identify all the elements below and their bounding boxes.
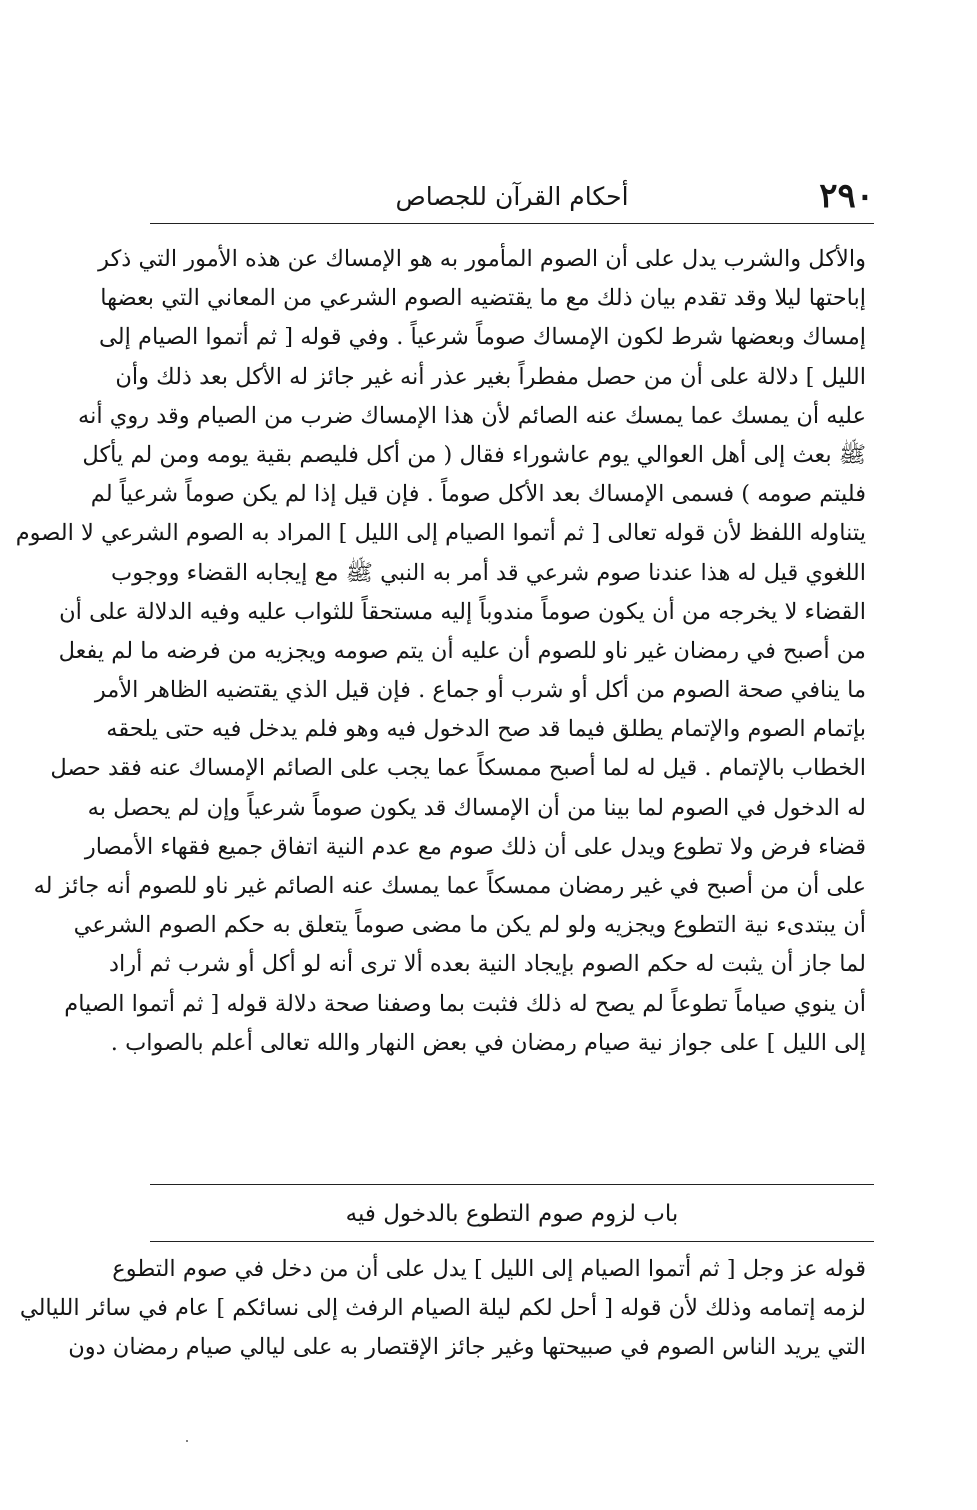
text-line: ما ينافي صحة الصوم من أكل أو شرب أو جماع . فإن قيل الذي يقتضيه الظاهر الأمر	[94, 677, 866, 704]
page-number: ٢٩٠	[819, 176, 874, 216]
text-line: لما جاز أن يثبت له حكم الصوم بإيجاد النية بعده ألا ترى أنه لو أكل أو شرب ثم أراد	[108, 951, 866, 978]
text-line: الخطاب بالإتمام . قيل له لما أصبح ممسكاً عما يجب على الصائم الإمساك عنه فقد حصل	[50, 755, 866, 782]
header-rule	[150, 223, 874, 224]
text-line: إباحتها ليلا وقد تقدم بيان ذلك مع ما يقتضيه الصوم الشرعي من المعاني التي بعضها	[100, 285, 866, 312]
text-line: له الدخول في الصوم لما بينا من أن الإمساك قد يكون صوماً شرعياً وإن لم يحصل به	[87, 794, 866, 821]
text-line: من أصبح في رمضان غير ناو للصوم أن عليه أن يتم صومه ويجزيه من فرضه ما لم يفعل	[58, 637, 866, 664]
text-line: الليل ] دلالة على أن من حصل مفطراً بغير عذر أنه غير جائز له الأكل بعد ذلك وأن	[115, 363, 866, 390]
text-line: يتناوله اللفظ لأن قوله تعالى [ ثم أتموا الصيام إلى الليل ] المراد به الصوم الشرعي لا الصوم	[15, 520, 866, 547]
text-line: أن يبتدىء نية التطوع ويجزيه ولو لم يكن ما مضى صوماً يتعلق به حكم الصوم الشرعي	[73, 912, 866, 939]
text-line: عليه أن يمسك عما يمسك عنه الصائم لأن هذا الإمساك ضرب من الصيام وقد روي أنه	[78, 402, 866, 429]
text-line: قضاء فرض ولا تطوع ويدل على أن ذلك صوم مع عدم النية اتفاق جميع فقهاء الأمصار	[84, 833, 866, 860]
running-title: أحكام القرآن للجصاص	[395, 182, 629, 211]
section-line: لزمه إتمامه وذلك لأن قوله [ أحل لكم ليلة الصيام الرفث إلى نسائكم ] عام في سائر الليالي	[19, 1295, 866, 1321]
text-line: ﷺ بعث إلى أهل العوالي يوم عاشوراء فقال ( من أكل فليصم بقية يومه ومن لم يأكل	[82, 441, 866, 468]
page-header	[150, 172, 874, 220]
text-line: القضاء لا يخرجه من أن يكون صوماً مندوباً إليه مستحقاً للثواب عليه وفيه الدلالة على أن	[59, 598, 866, 625]
section-text	[19, 1250, 866, 1367]
text-line: إمساك وبعضها شرط لكون الإمساك صوماً شرعياً . وفي قوله [ ثم أتموا الصيام إلى	[99, 324, 866, 351]
text-line: فليتم صومه ) فسمى الإمساك بعد الأكل صوماً . فإن قيل إذا لم يكن صوماً شرعياً لم	[90, 481, 866, 508]
text-line: بإتمام الصوم والإتمام يطلق فيما قد صح الدخول فيه وهو فلم يدخل فيه حتى يلحقه	[106, 716, 866, 743]
section-rule-top	[150, 1184, 874, 1185]
section-line: التي يريد الناس الصوم في صبيحتها وغير جائز الإقتصار به على ليالي صيام رمضان دون	[68, 1334, 866, 1360]
section-rule-bottom	[150, 1241, 874, 1242]
text-line: أن ينوي صياماً تطوعاً لم يصح له ذلك فثبت بما وصفنا صحة دلالة قوله [ ثم أتموا الصيام	[64, 990, 866, 1017]
main-text	[15, 240, 866, 1063]
text-line: اللغوي قيل له هذا عندنا صوم شرعي قد أمر به النبي ﷺ مع إيجابه القضاء ووجوب	[111, 559, 866, 586]
section-line: قوله عز وجل [ ثم أتموا الصيام إلى الليل ] يدل على أن من دخل في صوم التطوع	[112, 1256, 866, 1282]
text-line: والأكل والشرب يدل على أن الصوم المأمور به هو الإمساك عن هذه الأمور التي ذكر	[98, 246, 866, 272]
scan-speck	[186, 1440, 188, 1442]
text-line-last: إلى الليل ] على جواز نية صيام رمضان في بعض النهار والله تعالى أعلم بالصواب .	[110, 1029, 866, 1056]
text-line: على أن من أصبح في غير رمضان ممسكاً عما يمسك عنه الصائم غير ناو للصوم أنه جائز له	[33, 873, 866, 899]
section-title: باب لزوم صوم التطوع بالدخول فيه	[345, 1201, 679, 1227]
